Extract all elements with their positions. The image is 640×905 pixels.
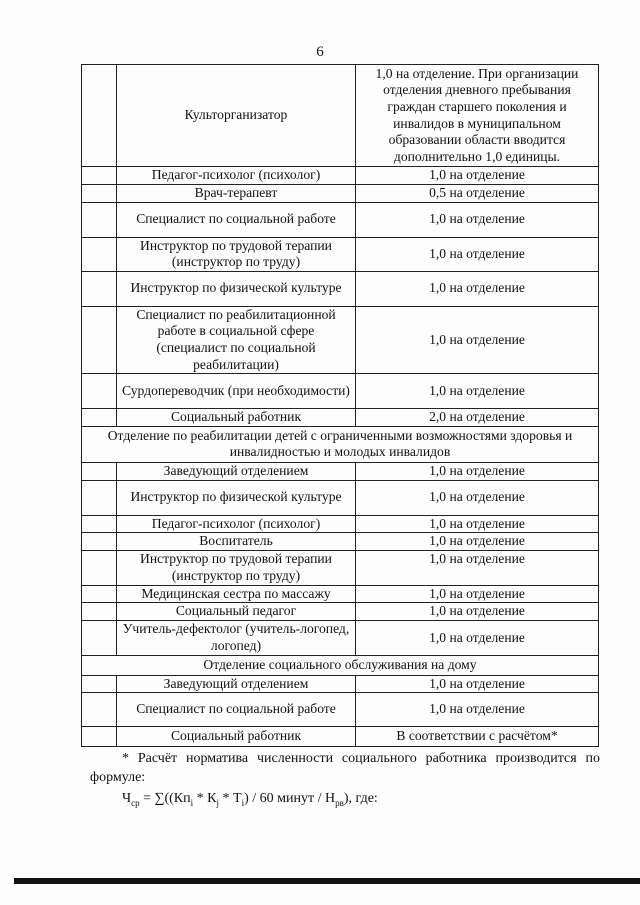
- row-number-cell: [82, 515, 117, 533]
- formula-part: ), где:: [343, 791, 378, 806]
- formula-part: * Т: [219, 791, 242, 806]
- row-number-cell: [82, 603, 117, 621]
- row-number-cell: [82, 65, 117, 167]
- row-number-cell: [82, 462, 117, 480]
- position-cell: Социальный работник: [117, 409, 356, 427]
- row-number-cell: [82, 271, 117, 306]
- norm-cell: 1,0 на отделение: [356, 620, 599, 655]
- formula-subscript: i: [241, 797, 245, 808]
- norm-cell: 2,0 на отделение: [356, 409, 599, 427]
- table-row: [82, 480, 599, 515]
- section-title: Отделение по реабилитации детей с ограниченными возможностями здоровья и инвалидностью и молодых инвалидов: [82, 426, 599, 462]
- row-number-cell: [82, 167, 117, 185]
- formula-subscript: рв: [335, 797, 344, 808]
- norm-cell: 1,0 на отделение: [356, 693, 599, 727]
- row-number-cell: [82, 202, 117, 237]
- norm-cell: 1,0 на отделение. При организации отделения дневного пребывания граждан старшего поколения и инвалидов в муниципальном образовании области вводится дополнительно 1,0 единицы.: [356, 65, 599, 167]
- table-row: [82, 237, 599, 271]
- table-row: [82, 585, 599, 603]
- norm-cell: 1,0 на отделение: [356, 374, 599, 409]
- table-row: [82, 533, 599, 551]
- footnote: * Расчёт норматива численности социального работника производится по формуле:: [90, 751, 600, 785]
- norm-cell: 0,5 на отделение: [356, 184, 599, 202]
- table-row: [82, 550, 599, 585]
- norm-cell: 1,0 на отделение: [356, 271, 599, 306]
- position-cell: Инструктор по физической культуре: [117, 480, 356, 515]
- position-cell: Педагог-психолог (психолог): [117, 167, 356, 185]
- position-cell: Социальный работник: [117, 727, 356, 747]
- section-header-row: [82, 426, 599, 462]
- table-row: [82, 727, 599, 747]
- row-number-cell: [82, 727, 117, 747]
- row-number-cell: [82, 480, 117, 515]
- norm-cell: 1,0 на отделение: [356, 585, 599, 603]
- norm-cell: 1,0 на отделение: [356, 675, 599, 693]
- scan-edge-bar: [14, 878, 640, 884]
- row-number-cell: [82, 585, 117, 603]
- formula-part: = ∑((Кп: [139, 791, 191, 806]
- formula-part: ) / 60 минут / Н: [244, 791, 336, 806]
- formula: [122, 789, 378, 813]
- position-cell: Социальный педагог: [117, 603, 356, 621]
- table-row: [82, 462, 599, 480]
- row-number-cell: [82, 550, 117, 585]
- position-cell: Культорганизатор: [117, 65, 356, 167]
- position-cell: Заведующий отделением: [117, 462, 356, 480]
- row-number-cell: [82, 675, 117, 693]
- row-number-cell: [82, 306, 117, 373]
- norm-cell: 1,0 на отделение: [356, 550, 599, 585]
- norm-cell: 1,0 на отделение: [356, 480, 599, 515]
- position-cell: Специалист по социальной работе: [117, 202, 356, 237]
- row-number-cell: [82, 237, 117, 271]
- position-cell: Инструктор по трудовой терапии (инструктор по труду): [117, 237, 356, 271]
- staffing-table: [81, 64, 599, 747]
- position-cell: Медицинская сестра по массажу: [117, 585, 356, 603]
- table-row: [82, 65, 599, 167]
- formula-subscript: i: [190, 797, 194, 808]
- norm-cell: 1,0 на отделение: [356, 306, 599, 373]
- table-row: [82, 603, 599, 621]
- table-row: [82, 202, 599, 237]
- position-cell: Заведующий отделением: [117, 675, 356, 693]
- position-cell: Специалист по реабилитационной работе в социальной сфере (специалист по социальной реабилитации): [117, 306, 356, 373]
- position-cell: Педагог-психолог (психолог): [117, 515, 356, 533]
- position-cell: Учитель-дефектолог (учитель-логопед, логопед): [117, 620, 356, 655]
- formula-part: * К: [193, 791, 217, 806]
- row-number-cell: [82, 409, 117, 427]
- norm-cell: В соответствии с расчётом*: [356, 727, 599, 747]
- table-row: [82, 515, 599, 533]
- row-number-cell: [82, 693, 117, 727]
- position-cell: Инструктор по трудовой терапии (инструктор по труду): [117, 550, 356, 585]
- table-row: [82, 271, 599, 306]
- formula-subscript: ср: [131, 797, 140, 808]
- row-number-cell: [82, 620, 117, 655]
- section-header-row: [82, 655, 599, 675]
- page-number: 6: [316, 44, 324, 60]
- row-number-cell: [82, 533, 117, 551]
- norm-cell: 1,0 на отделение: [356, 462, 599, 480]
- position-cell: Сурдопереводчик (при необходимости): [117, 374, 356, 409]
- section-title: Отделение социального обслуживания на дому: [82, 655, 599, 675]
- position-cell: Инструктор по физической культуре: [117, 271, 356, 306]
- position-cell: Воспитатель: [117, 533, 356, 551]
- position-cell: Врач-терапевт: [117, 184, 356, 202]
- table-row: [82, 675, 599, 693]
- row-number-cell: [82, 184, 117, 202]
- formula-lhs: Ч: [122, 791, 132, 806]
- table-row: [82, 409, 599, 427]
- table-row: [82, 167, 599, 185]
- norm-cell: 1,0 на отделение: [356, 237, 599, 271]
- table-row: [82, 374, 599, 409]
- table-row: [82, 620, 599, 655]
- formula-subscript: j: [216, 797, 220, 808]
- table-row: [82, 184, 599, 202]
- row-number-cell: [82, 374, 117, 409]
- norm-cell: 1,0 на отделение: [356, 515, 599, 533]
- norm-cell: 1,0 на отделение: [356, 167, 599, 185]
- norm-cell: 1,0 на отделение: [356, 603, 599, 621]
- norm-cell: 1,0 на отделение: [356, 533, 599, 551]
- position-cell: Специалист по социальной работе: [117, 693, 356, 727]
- table-row: [82, 306, 599, 373]
- norm-cell: 1,0 на отделение: [356, 202, 599, 237]
- table-row: [82, 693, 599, 727]
